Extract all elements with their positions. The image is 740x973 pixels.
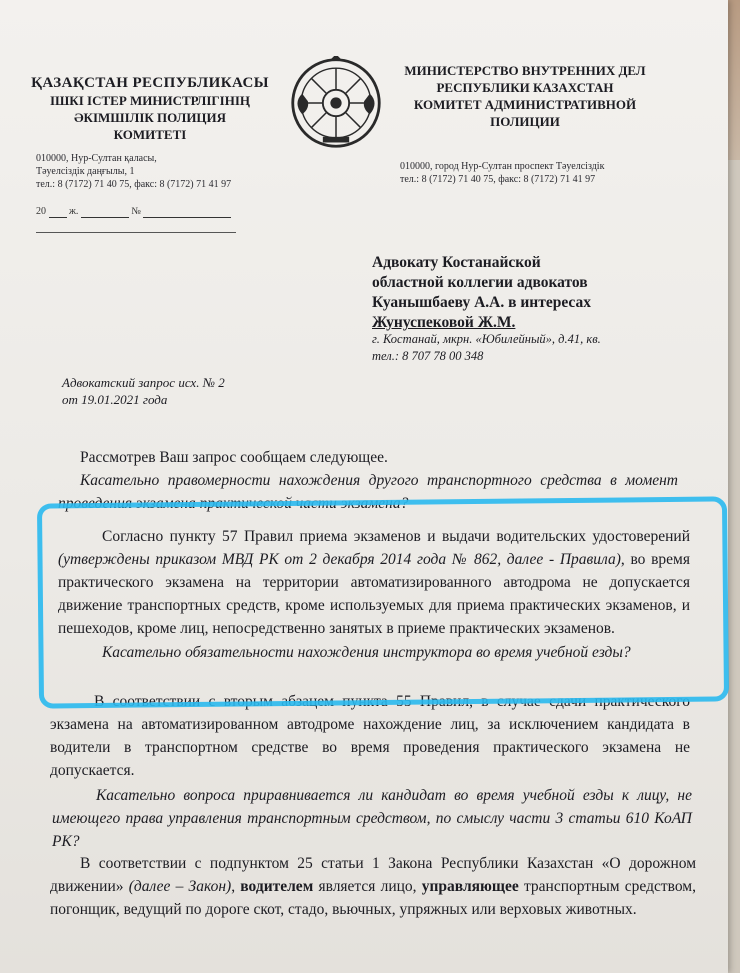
paragraph-intro: Рассмотрев Ваш запрос сообщаем следующее. <box>80 449 388 466</box>
header-russian-line: КОМИТЕТ АДМИНИСТРАТИВНОЙ <box>413 97 637 112</box>
address-line: тел.: 8 (7172) 71 40 75, факс: 8 (7172) 71 41 97 <box>400 174 596 185</box>
header-russian-line: ПОЛИЦИИ <box>490 114 560 129</box>
blank <box>81 206 129 218</box>
address-line: 010000, Нур-Султан қаласы, <box>36 153 157 164</box>
divider <box>36 232 236 233</box>
answer-1-part: , во время практического экзамена на территории автоматизированного автодрома не допускается движение транспортных средств, кроме используемых для приема практических экзаменов, и пешеходов, кроме лиц, непосредственно занятых в приеме практических экзаменов. <box>58 551 690 637</box>
paragraph-answer-1 <box>58 525 690 640</box>
address-line: 010000, город Нур-Султан проспект Тәуелсіздік <box>400 161 605 172</box>
request-number: Адвокатский запрос исх. № 2 <box>62 375 225 390</box>
paragraph-question-3: Касательно вопроса приравнивается ли кандидат во время учебной езды к лицу, не имеющего права управления транспортным средством, по смыслу части 3 статьи 610 КоАП РК? <box>52 787 692 850</box>
paragraph-question-1 <box>58 469 678 515</box>
header-kazakh-line: ІШКІ ІСТЕР МИНИСТРЛІГІНІҢ <box>49 93 251 108</box>
answer-3-part: , <box>231 878 241 895</box>
recipient-block <box>372 253 591 333</box>
answer-3-note: (далее – Закон) <box>128 878 232 895</box>
header-kazakh-line: КОМИТЕТІ <box>113 127 187 142</box>
header-kazakh <box>30 75 270 143</box>
address-line: Тәуелсіздік даңғылы, 1 <box>36 166 135 177</box>
date-prefix: 20 <box>36 206 46 217</box>
recipient-line: Куанышбаеву А.А. в интересах <box>372 294 591 311</box>
answer-3-term: водителем <box>240 878 314 895</box>
number-sign: № <box>131 206 141 217</box>
header-russian-line: РЕСПУБЛИКИ КАЗАХСТАН <box>436 80 614 95</box>
answer-1-part: Согласно пункту 57 Правил приема экзаменов и выдачи водительских удостоверений <box>102 528 690 545</box>
address-kazakh <box>36 152 231 191</box>
answer-3-part: В соответствии с подпунктом 25 статьи 1 Закона Республики Казахстан «О дорожном движении» <box>50 855 696 895</box>
blank <box>143 206 231 218</box>
request-date: от 19.01.2021 года <box>62 392 168 407</box>
header-kazakh-line: ӘКІМШІЛІК ПОЛИЦИЯ <box>73 110 227 125</box>
recipient-line: Жунуспековой Ж.М. <box>372 314 516 331</box>
answer-3-term: управляющее <box>421 878 519 895</box>
header-russian-line: МИНИСТЕРСТВО ВНУТРЕННИХ ДЕЛ <box>404 63 646 78</box>
recipient-address-line: г. Костанай, мкрн. «Юбилейный», д.41, кв. <box>372 332 601 346</box>
date-mid: ж. <box>69 206 79 217</box>
outgoing-number-line <box>36 206 231 218</box>
answer-3-part: транспортным средством, погонщик, ведущий по дороге скот, стадо, вьючных, упряжных или верховых животных. <box>50 878 696 918</box>
recipient-address <box>372 331 601 365</box>
kazakhstan-state-emblem-icon <box>289 56 383 150</box>
paragraph-answer-3 <box>50 852 696 921</box>
paragraph-question-2: Касательно обязательности нахождения инструктора во время учебной езды? <box>102 644 631 661</box>
recipient-line: областной коллегии адвокатов <box>372 274 588 291</box>
question-1-text: Касательно правомерности нахождения другого транспортного средства в момент проведения экзамена практической части экзамена? <box>58 472 678 512</box>
answer-3-part: является лицо, <box>313 878 422 895</box>
address-russian <box>400 160 604 186</box>
recipient-line: Адвокату Костанайской <box>372 254 541 271</box>
address-line: тел.: 8 (7172) 71 40 75, факс: 8 (7172) 71 41 97 <box>36 179 232 190</box>
paragraph-answer-2: В соответствии с вторым абзацем пункта 55 Правил, в случае сдачи практического экзамена на автоматизированном автодроме нахождение лиц, за исключением кандидата в водители в транспортном средстве во время проведения практического экзамена не допускается. <box>50 693 690 779</box>
header-russian <box>400 62 650 130</box>
recipient-phone: тел.: 8 707 78 00 348 <box>372 349 484 363</box>
blank <box>49 206 67 218</box>
request-reference <box>62 374 225 408</box>
header-kazakh-title: ҚАЗАҚСТАН РЕСПУБЛИКАСЫ <box>31 75 269 91</box>
answer-1-citation: (утверждены приказом МВД РК от 2 декабря 2014 года № 862, далее - Правила) <box>58 551 621 568</box>
